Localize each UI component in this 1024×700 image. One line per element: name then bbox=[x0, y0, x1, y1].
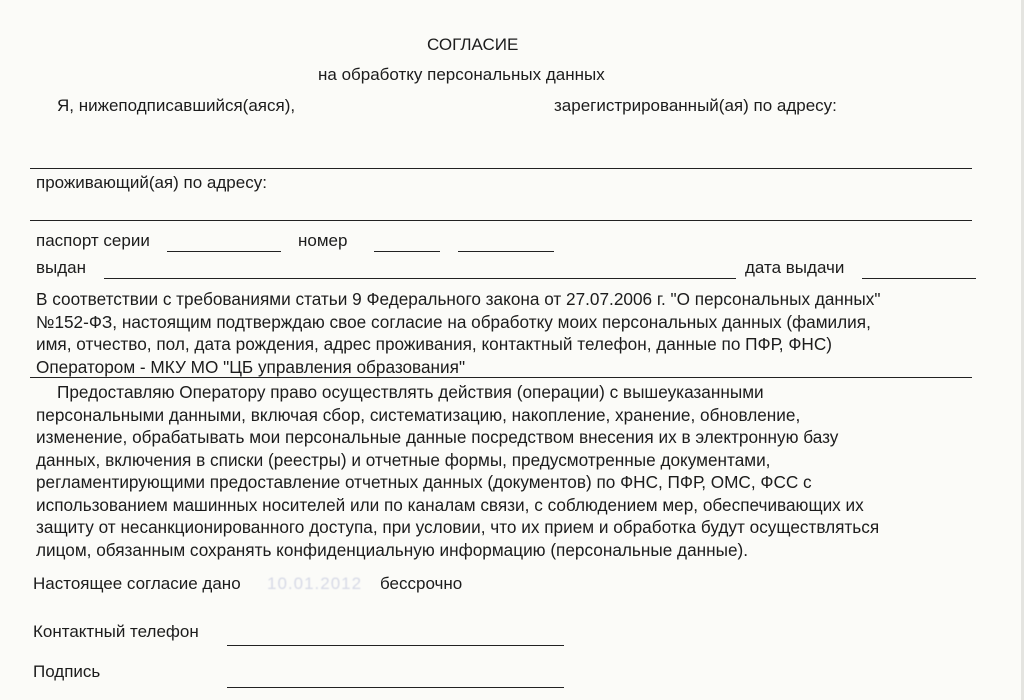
consent-line-1: В соответствии с требованиями статьи 9 Федерального закона от 27.07.2006 г. "О персональных данных" bbox=[36, 289, 881, 309]
consent-line-3: имя, отчество, пол, дата рождения, адрес проживания, контактный телефон, данные по ПФР, ФНС) bbox=[36, 334, 832, 354]
contact-phone-line[interactable] bbox=[227, 645, 564, 646]
passport-number-label: номер bbox=[298, 231, 348, 250]
rights-line-1: Предоставляю Оператору право осуществлять действия (операции) с вышеуказанными bbox=[57, 382, 764, 402]
rights-line-8: лицом, обязанным сохранять конфиденциальную информацию (персональные данные). bbox=[36, 539, 749, 560]
registered-address-line[interactable] bbox=[30, 168, 972, 169]
rights-line-7: защиту от несанкционированного доступа, при условии, что их прием и обработка будут осуществляться bbox=[36, 517, 880, 537]
consent-paragraph bbox=[36, 288, 880, 378]
passport-series-line[interactable] bbox=[167, 251, 281, 252]
rights-line-5: регламентирующими предоставление отчетных данных (документов) по ФНС, ПФР, ОМС, ФСС с bbox=[36, 472, 812, 492]
rights-line-4: данных, включения в списки (реестры) и отчетные формы, предусмотренные документами, bbox=[36, 449, 771, 470]
consent-given-label: Настоящее согласие дано bbox=[33, 574, 241, 593]
passport-number-line-2[interactable] bbox=[458, 251, 554, 252]
rights-line-3: изменение, обрабатывать мои персональные данные посредством внесения их в электронную базу bbox=[36, 427, 839, 447]
issue-date-label: дата выдачи bbox=[745, 258, 845, 277]
issued-by-label: выдан bbox=[36, 258, 87, 277]
consent-line-2: №152-ФЗ, настоящим подтверждаю свое согласие на обработку моих персональных данных (фамилия, bbox=[36, 311, 871, 332]
rights-line-6: использованием машинных носителей или по каналам связи, с соблюдением мер, обеспечивающих их bbox=[36, 494, 864, 515]
document-title: СОГЛАСИЕ bbox=[427, 35, 519, 54]
signature-line[interactable] bbox=[227, 687, 564, 688]
signature-label: Подпись bbox=[33, 662, 101, 681]
rights-line-2: персональными данными, включая сбор, систематизацию, накопление, хранение, обновление, bbox=[36, 404, 801, 425]
issue-date-line[interactable] bbox=[862, 278, 976, 279]
residing-address-line[interactable] bbox=[30, 220, 972, 221]
registered-address-label: зарегистрированный(ая) по адресу: bbox=[554, 96, 837, 115]
issued-by-line[interactable] bbox=[104, 278, 736, 279]
operator-underline bbox=[30, 377, 972, 378]
undersigned-label: Я, нижеподписавшийся(аяся), bbox=[57, 96, 296, 115]
consent-date-value: 10.01.2012 bbox=[267, 574, 363, 593]
indefinite-label: бессрочно bbox=[380, 574, 463, 593]
rights-paragraph bbox=[36, 381, 879, 561]
passport-number-line-1[interactable] bbox=[374, 251, 440, 252]
consent-line-4: Оператором - МКУ МО "ЦБ управления образования" bbox=[36, 356, 466, 377]
contact-phone-label: Контактный телефон bbox=[33, 622, 199, 641]
residing-address-label: проживающий(ая) по адресу: bbox=[36, 173, 267, 192]
document-subtitle: на обработку персональных данных bbox=[318, 65, 605, 84]
passport-series-label: паспорт серии bbox=[36, 231, 150, 250]
